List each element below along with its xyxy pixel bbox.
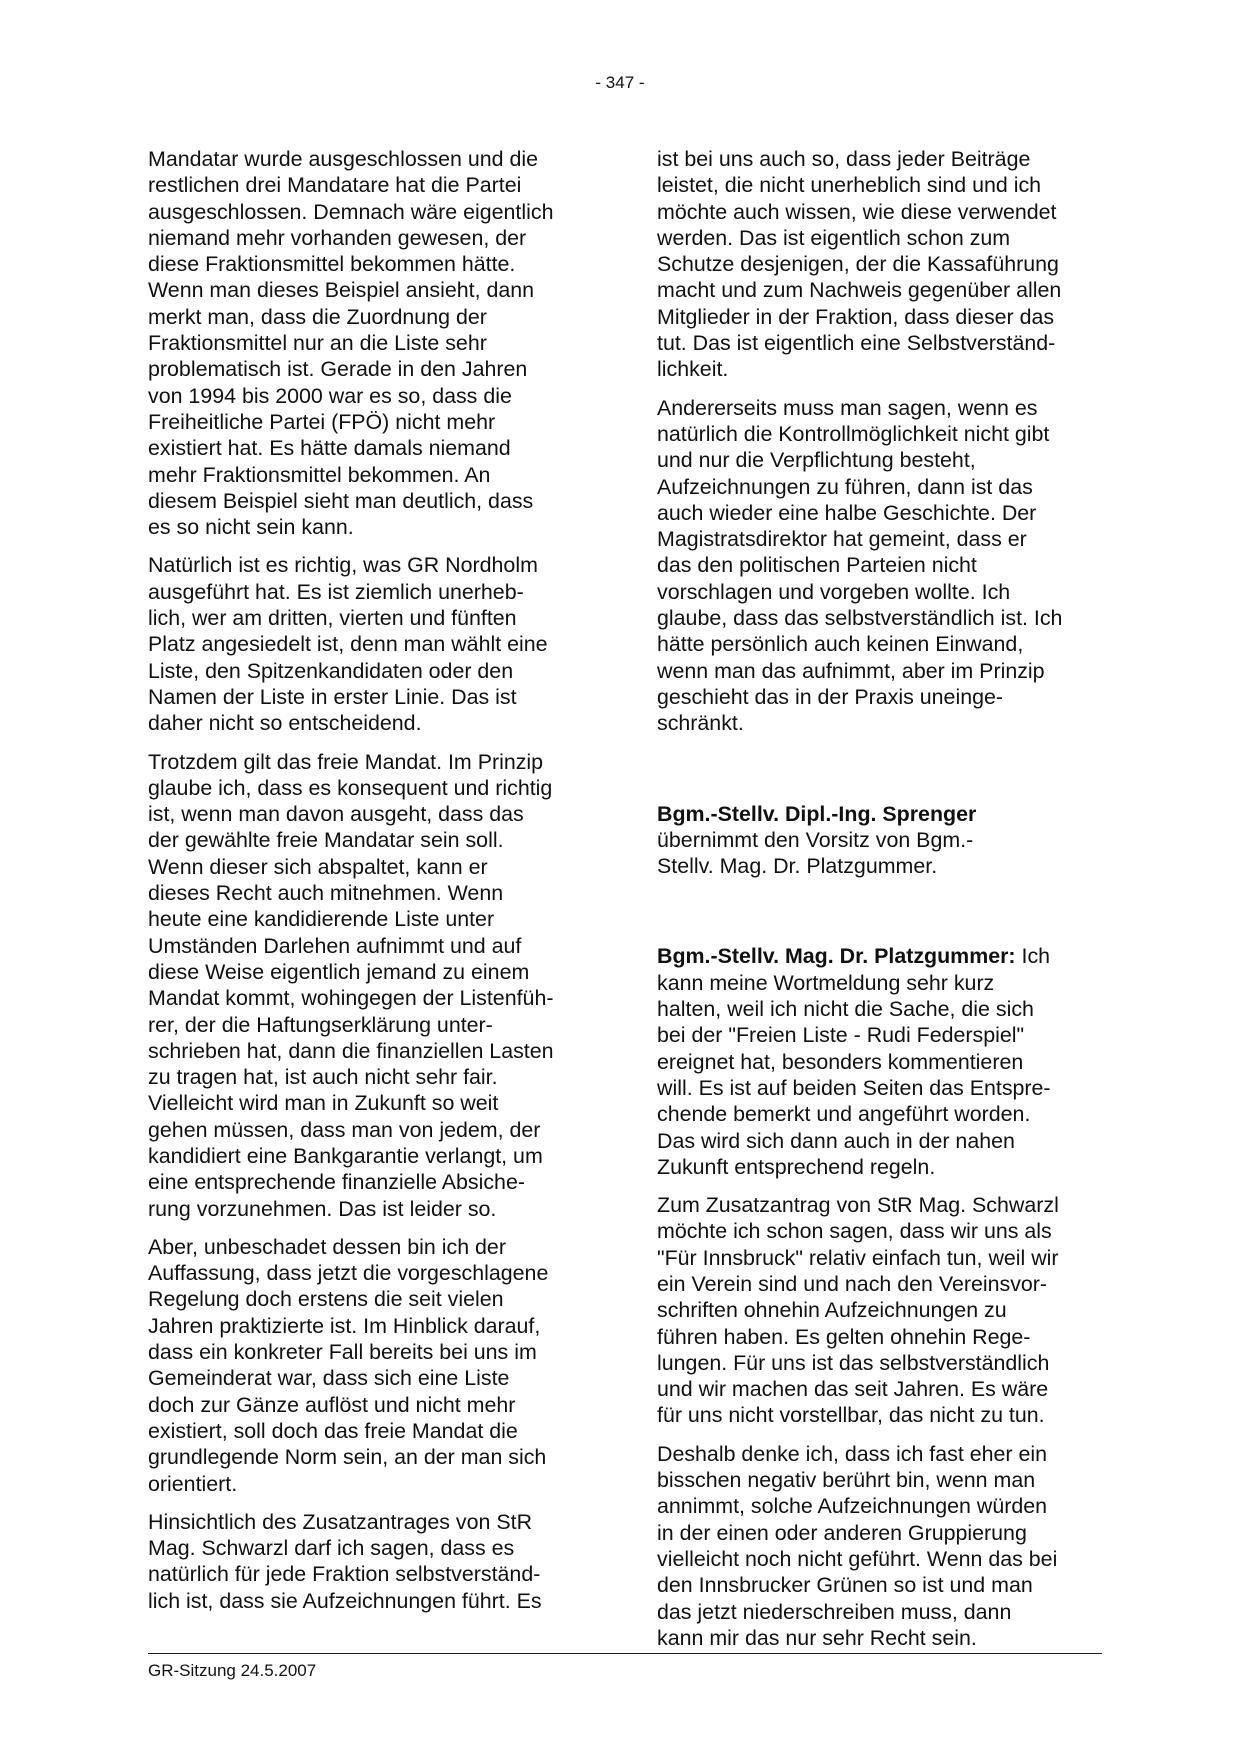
text-line: Vielleicht wird man in Zukunft so weit (148, 1091, 499, 1116)
text-line: Umständen Darlehen aufnimmt und auf (148, 933, 522, 958)
text-line: es so nicht sein kann. (148, 515, 354, 540)
text-line: und wir machen das seit Jahren. Es wäre (657, 1377, 1049, 1402)
text-line: will. Es ist auf beiden Seiten das Entspre- (657, 1075, 1051, 1100)
text-line: das den politischen Parteien nicht (657, 553, 977, 578)
text-line: auch wieder eine halbe Geschichte. Der (657, 500, 1037, 525)
text-line: Gemeinderat war, dass sich eine Liste (148, 1366, 510, 1391)
text-line: und nur die Verpflichtung besteht, (657, 448, 976, 473)
text-line: Mitglieder in der Fraktion, dass dieser das (657, 304, 1055, 329)
text-line: macht und zum Nachweis gegenüber allen (657, 278, 1062, 303)
text-line: möchte ich schon sagen, dass wir uns als (657, 1219, 1052, 1244)
text-line: in der einen oder anderen Gruppierung (657, 1520, 1027, 1545)
text-line: natürlich die Kontrollmöglichkeit nicht gibt (657, 421, 1050, 446)
text-line: Mandat kommt, wohingegen der Listenfüh- (148, 986, 554, 1011)
text-line: ein Verein sind und nach den Vereinsvor- (657, 1271, 1048, 1296)
text-line: ist, wenn man davon ausgeht, dass das (148, 802, 524, 827)
text-line: bei der "Freien Liste - Rudi Federspiel" (657, 1023, 1025, 1048)
text-line: natürlich für jede Fraktion selbstverständ- (148, 1562, 541, 1587)
text-line: niemand mehr vorhanden gewesen, der (148, 225, 527, 250)
text-line: glaube, dass das selbstverständlich ist. Ich (657, 606, 1063, 631)
text-line: leistet, die nicht unerheblich sind und ich (657, 173, 1042, 198)
text-line: halten, weil ich nicht die Sache, die sich (657, 997, 1034, 1022)
text-line: bisschen negativ berührt bin, wenn man (657, 1468, 1036, 1493)
text-line: Fraktionsmittel nur an die Liste sehr (148, 331, 487, 356)
text-line: schränkt. (657, 711, 744, 736)
text-line: eine entsprechende finanzielle Absiche- (148, 1170, 525, 1195)
left-column (148, 146, 593, 1626)
text-line: das jetzt niederschreiben muss, dann (657, 1599, 1012, 1624)
text-line: für uns nicht vorstellbar, das nicht zu tun. (657, 1403, 1045, 1428)
paragraph (657, 1192, 1102, 1429)
text-line: geschieht das in der Praxis uneinge- (657, 684, 1004, 709)
text-line: Auffassung, dass jetzt die vorgeschlagene (148, 1261, 549, 1286)
paragraph (657, 146, 1102, 383)
text-line: kann mir das nur sehr Recht sein. (657, 1625, 977, 1650)
text-line: rer, der die Haftungserklärung unter- (148, 1012, 493, 1037)
text-line: ereignet hat, besonders kommentieren (657, 1049, 1024, 1074)
text-line: Mag. Schwarzl darf ich sagen, dass es (148, 1536, 515, 1561)
text-line: Wenn man dieses Beispiel ansieht, dann (148, 278, 535, 303)
text-line: doch zur Gänze auflöst und nicht mehr (148, 1392, 516, 1417)
text-line: werden. Das ist eigentlich schon zum (657, 225, 1011, 250)
text-line: vorschlagen und vorgeben wollte. Ich (657, 579, 1011, 604)
paragraph (148, 1234, 593, 1497)
text-line: ausgeführt hat. Es ist ziemlich unerheb- (148, 579, 524, 604)
text-line: merkt man, dass die Zuordnung der (148, 304, 487, 329)
paragraph (148, 552, 593, 736)
footer-session-date: GR-Sitzung 24.5.2007 (148, 1661, 317, 1680)
text-line: Aber, unbeschadet dessen bin ich der (148, 1234, 506, 1259)
text-line: Regelung doch erstens die seit vielen (148, 1287, 504, 1312)
text-line: restlichen drei Mandatare hat die Partei (148, 173, 522, 198)
text-line: Trotzdem gilt das freie Mandat. Im Prinzip (148, 749, 544, 774)
text-line: Magistratsdirektor hat gemeint, dass er (657, 527, 1027, 552)
text-line: Aufzeichnungen zu führen, dann ist das (657, 474, 1033, 499)
text-line: hätte persönlich auch keinen Einwand, (657, 632, 1024, 657)
text-line: Zukunft entsprechend regeln. (657, 1154, 936, 1179)
text-line: von 1994 bis 2000 war es so, dass die (148, 383, 512, 408)
text-line: chende bemerkt und angeführt worden. (657, 1102, 1031, 1127)
text-line: übernimmt den Vorsitz von Bgm.- (657, 827, 974, 852)
chair-change-note (657, 801, 1102, 880)
text-line: annimmt, solche Aufzeichnungen würden (657, 1494, 1048, 1519)
text-line: lichkeit. (657, 357, 729, 382)
text-line: Freiheitliche Partei (FPÖ) nicht mehr (148, 409, 496, 434)
text-line: problematisch ist. Gerade in den Jahren (148, 357, 528, 382)
text-line: kann meine Wortmeldung sehr kurz (657, 970, 995, 995)
text-line: den Innsbrucker Grünen so ist und man (657, 1573, 1033, 1598)
text-line: möchte auch wissen, wie diese verwendet (657, 199, 1057, 224)
text-line: dass ein konkreter Fall bereits bei uns im (148, 1340, 537, 1365)
text-line: existiert hat. Es hätte damals niemand (148, 436, 511, 461)
text-line: Zum Zusatzantrag von StR Mag. Schwarzl (657, 1193, 1059, 1218)
paragraph (657, 1441, 1102, 1651)
text-line: glaube ich, dass es konsequent und richtig (148, 775, 553, 800)
text-line: dieses Recht auch mitnehmen. Wenn (148, 881, 504, 906)
paragraph (657, 395, 1102, 737)
text-line: Das wird sich dann auch in der nahen (657, 1128, 1015, 1153)
paragraph (148, 146, 593, 540)
text-line: Jahren praktizierte ist. Im Hinblick darauf, (148, 1313, 541, 1338)
text-line: rung vorzunehmen. Das ist leider so. (148, 1196, 497, 1221)
text-line: der gewählte freie Mandatar sein soll. (148, 828, 504, 853)
text-line: "Für Innsbruck" relativ einfach tun, weil wir (657, 1245, 1059, 1270)
text-line: diesem Beispiel sieht man deutlich, dass (148, 488, 534, 513)
text-line: Hinsichtlich des Zusatzantrages von StR (148, 1509, 533, 1534)
text-line: Liste, den Spitzenkandidaten oder den (148, 658, 514, 683)
text-line: daher nicht so entscheidend. (148, 711, 422, 736)
text-line: Mandatar wurde ausgeschlossen und die (148, 147, 539, 171)
paragraph (148, 749, 593, 1222)
text-line: Stellv. Mag. Dr. Platzgummer. (657, 854, 938, 879)
text-line: Schutze desjenigen, der die Kassaführung (657, 252, 1059, 277)
text-line: existiert, soll doch das freie Mandat die (148, 1418, 518, 1443)
text-line: Wenn dieser sich abspaltet, kann er (148, 854, 488, 879)
text-line: schrieben hat, dann die finanziellen Lasten (148, 1038, 554, 1063)
text-line: vielleicht noch nicht geführt. Wenn das bei (657, 1546, 1058, 1571)
footer-divider (148, 1653, 1102, 1654)
text-line: diese Weise eigentlich jemand zu einem (148, 959, 530, 984)
text-line: gehen müssen, dass man von jedem, der (148, 1117, 541, 1142)
text-line: lich, wer am dritten, vierten und fünften (148, 606, 517, 631)
speaker-statement: Bgm.-Stellv. Mag. Dr. Platzgummer: Ich kann meine Wortmeldung sehr kurz halten, weil ich nicht die Sache, die sich bei der "Freien Liste - Rudi Federspiel" ereignet hat, besonders kommentieren will. Es ist auf beiden Seiten das Entspre- chende bemerkt und angeführt worden. Das wird sich dann auch in der nahen Zukunft entsprechend regeln. (657, 943, 1102, 1180)
text-line: zu tragen hat, ist auch nicht sehr fair. (148, 1065, 498, 1090)
text-line: Andererseits muss man sagen, wenn es (657, 395, 1038, 420)
text-line: führen haben. Es gelten ohnehin Rege- (657, 1324, 1031, 1349)
text-line: ausgeschlossen. Demnach wäre eigentlich (148, 199, 554, 224)
speaker-name: Bgm.-Stellv. Dipl.-Ing. Sprenger (657, 801, 977, 826)
page-number: - 347 - (595, 73, 645, 92)
paragraph (148, 1509, 593, 1614)
text-line: heute eine kandidierende Liste unter (148, 907, 495, 932)
text-line: diese Fraktionsmittel bekommen hätte. (148, 252, 516, 277)
text-line: lich ist, dass sie Aufzeichnungen führt. Es (148, 1588, 542, 1613)
text-line: ist bei uns auch so, dass jeder Beiträge (657, 147, 1031, 171)
right-column (657, 146, 1102, 1663)
text-line: Deshalb denke ich, dass ich fast eher ein (657, 1441, 1048, 1466)
text-line: wenn man das aufnimmt, aber im Prinzip (657, 658, 1045, 683)
text-line: tut. Das ist eigentlich eine Selbstverständ- (657, 331, 1056, 356)
text-line: Namen der Liste in erster Linie. Das ist (148, 684, 517, 709)
text-line: lungen. Für uns ist das selbstverständlich (657, 1350, 1050, 1375)
text-line: Natürlich ist es richtig, was GR Nordholm (148, 553, 538, 578)
text-line: schriften ohnehin Aufzeichnungen zu (657, 1298, 1007, 1323)
text-line: kandidiert eine Bankgarantie verlangt, um (148, 1143, 543, 1168)
text-line: grundlegende Norm sein, an der man sich (148, 1445, 547, 1470)
speaker-name: Bgm.-Stellv. Mag. Dr. Platzgummer: (657, 944, 1016, 969)
text-line: mehr Fraktionsmittel bekommen. An (148, 462, 491, 487)
text-line: Platz angesiedelt ist, denn man wählt eine (148, 632, 548, 657)
text-line: orientiert. (148, 1471, 238, 1496)
